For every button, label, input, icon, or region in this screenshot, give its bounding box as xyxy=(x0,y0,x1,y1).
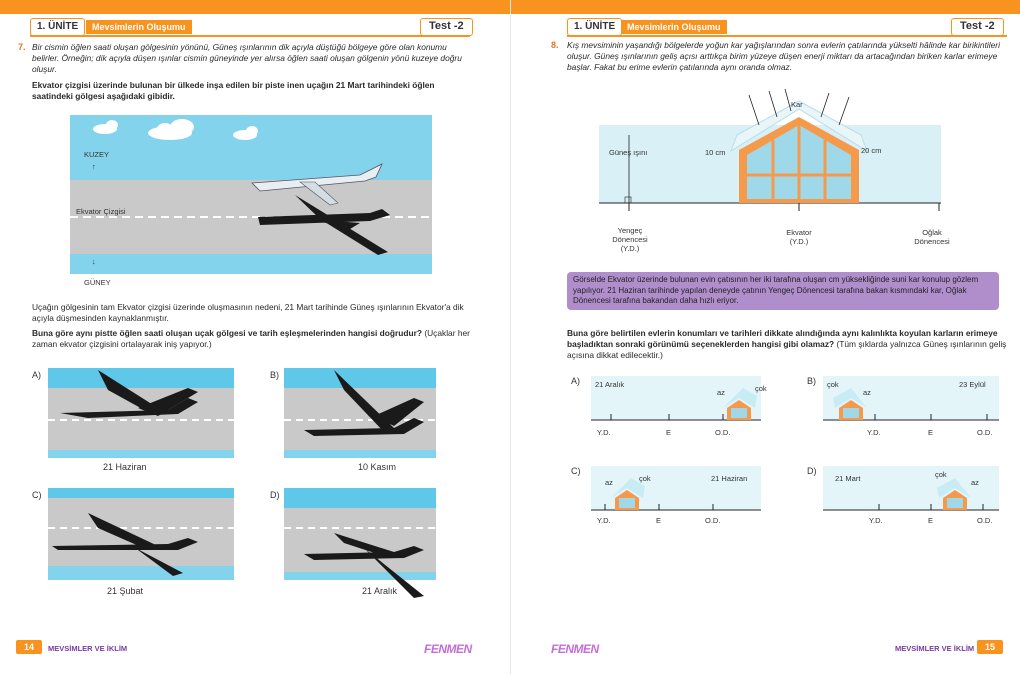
option-a-date: 21 Haziran xyxy=(103,462,147,472)
top-bar xyxy=(0,0,510,14)
header-divider xyxy=(30,35,470,37)
option-b-axis-e: E xyxy=(928,428,934,437)
test-label: Test -2 xyxy=(951,18,1004,36)
option-d-figure[interactable] xyxy=(823,466,999,512)
test-label: Test -2 xyxy=(420,18,473,36)
header-title: Mevsimlerin Oluşumu xyxy=(86,20,192,34)
equator-label: Ekvator Çizgisi xyxy=(76,207,126,216)
oglak-label: Oğlak Dönencesi xyxy=(914,228,950,246)
header-divider xyxy=(567,35,1007,37)
explanation-text: Uçağın gölgesinin tam Ekvator çizgisi üzerinde oluşmasının nedeni, 21 Mart tarihinde Güneş ışınlarının Ekvator'a dik açıyla düşmesinden kaynaklanmıştır. xyxy=(32,302,464,323)
option-c-axis-od: O.D. xyxy=(705,516,721,525)
right-page xyxy=(510,0,1020,674)
option-d-axis-e: E xyxy=(928,516,934,525)
page-number: 14 xyxy=(16,640,42,654)
option-d-letter[interactable]: D) xyxy=(807,466,817,476)
option-a-left: az xyxy=(717,388,725,397)
option-c-axis-yd: Y.D. xyxy=(597,516,611,525)
option-b-axis-yd: Y.D. xyxy=(867,428,881,437)
context-text: Ekvator çizgisi üzerinde bulunan bir ülkede inşa edilen bir piste inen uçağın 21 Mart tarihindeki öğlen saatindeki gölgesi aşağıdaki gibidir. xyxy=(32,80,435,101)
option-b-right: az xyxy=(863,388,871,397)
option-a-axis-od: O.D. xyxy=(715,428,731,437)
intro-text: Bir cismin öğlen saati oluşan gölgesinin yönünü, Güneş ışınlarının dik açıyla düştüğü bölgeye göre olan konumu belirler. Örneğin; dik açıyla düşen ışınlar cismin güneyinde yer alırsa öğlen saati oluşan gölgenin yönü kuzeye doğru oluşur. xyxy=(32,42,462,74)
snow-label: Kar xyxy=(791,100,803,109)
option-d-axis-yd: Y.D. xyxy=(869,516,883,525)
option-a-date: 21 Aralık xyxy=(595,380,625,389)
option-a-letter[interactable]: A) xyxy=(571,376,580,386)
north-label: KUZEY xyxy=(84,150,110,159)
option-d-letter[interactable]: D) xyxy=(270,490,280,500)
page-number: 15 xyxy=(977,640,1003,654)
option-b-left: çok xyxy=(827,380,839,389)
info-box: Görselde Ekvator üzerinde bulunan evin çatısının her iki tarafına oluşan cm yüksekliğinde suni kar konulup gözlem yapılıyor. 21 Haziran tarihinde yapılan deneyde çatının Yengeç Dönencesi tarafına bakan kısmındaki kar, Oğlak Dönencesi tarafına bakandan daha hızlı eriyor. xyxy=(567,272,999,310)
option-b-axis-od: O.D. xyxy=(977,428,993,437)
north-arrow-icon: ↑ xyxy=(92,162,96,171)
option-c-date: 21 Şubat xyxy=(107,586,144,596)
footer-text: MEVSİMLER VE İKLİM xyxy=(48,644,128,653)
option-a-axis-e: E xyxy=(666,428,672,437)
option-b-date: 23 Eylül xyxy=(959,380,986,389)
right-height-label: 20 cm xyxy=(861,146,882,155)
publisher-logo: FENMEN xyxy=(551,642,599,656)
publisher-logo: FENMEN xyxy=(424,642,472,656)
question-number: 7. xyxy=(18,42,26,52)
option-c-letter[interactable]: C) xyxy=(571,466,581,476)
option-d-right: az xyxy=(971,478,979,487)
option-c-date: 21 Haziran xyxy=(711,474,748,483)
option-c-figure[interactable] xyxy=(48,488,234,580)
intro-text: Kış mevsiminin yaşandığı bölgelerde yoğun kar yağışlarından sonra evlerin çatılarında yükselti hâlinde kar birikintileri oluşur. Güneş ışınlarının geliş açısı arttıkça birim yüzeye düşen enerji miktarı da artacağından biriken karlar erimeye başlar. Fakat bu erime evlerin çatılarında aynı oranda olmaz. xyxy=(567,40,1000,72)
option-d-figure[interactable] xyxy=(284,488,436,580)
option-b-figure[interactable] xyxy=(284,368,436,458)
option-b-letter[interactable]: B) xyxy=(270,370,279,380)
left-height-label: 10 cm xyxy=(705,148,726,157)
page-header xyxy=(0,18,510,36)
yengec-label: Yengeç Dönencesi (Y.D.) xyxy=(612,226,648,253)
option-c-right: çok xyxy=(639,474,651,483)
option-d-date: 21 Aralık xyxy=(362,586,398,596)
option-d-left: çok xyxy=(935,470,947,479)
page-header xyxy=(511,18,1020,36)
option-b-letter[interactable]: B) xyxy=(807,376,816,386)
question-block xyxy=(567,328,1007,361)
option-d-axis-od: O.D. xyxy=(977,516,993,525)
question-text: Buna göre belirtilen evlerin konumları ve tarihleri dikkate alındığında aynı kalınlıkta koyulan karların erimeye başladıktan sonraki görünümü seçeneklerden hangisi gibi olamaz? xyxy=(567,328,998,349)
footer-text: MEVSİMLER VE İKLİM xyxy=(895,644,975,653)
sun-ray-label: Güneş ışını xyxy=(609,148,648,157)
option-c-letter[interactable]: C) xyxy=(32,490,42,500)
option-a-letter[interactable]: A) xyxy=(32,370,41,380)
runway-figure xyxy=(70,115,432,275)
house-figure xyxy=(599,95,941,210)
option-c-axis-e: E xyxy=(656,516,662,525)
south-arrow-icon: ↓ xyxy=(92,257,96,266)
option-a-right: çok xyxy=(755,384,767,393)
south-label: GÜNEY xyxy=(84,278,111,287)
option-c-figure[interactable] xyxy=(591,466,761,512)
option-d-date: 21 Mart xyxy=(835,474,861,483)
unit-label: 1. ÜNİTE xyxy=(567,18,622,36)
header-title: Mevsimlerin Oluşumu xyxy=(621,20,727,34)
top-bar xyxy=(511,0,1020,14)
question-note: (Uçaklar her zaman ekvator çizgisini ortalayarak iniş yapıyor.) xyxy=(32,328,470,349)
option-b-date: 10 Kasım xyxy=(358,462,397,472)
question-text: Buna göre aynı pistte öğlen saati oluşan uçak gölgesi ve tarih eşleşmelerinden hangisi doğrudur? xyxy=(32,328,422,338)
option-a-figure[interactable] xyxy=(48,368,234,458)
question-block xyxy=(32,328,472,350)
option-a-axis-yd: Y.D. xyxy=(597,428,611,437)
question-number: 8. xyxy=(551,40,559,50)
option-c-left: az xyxy=(605,478,613,487)
ekvator-label: Ekvator (Y.D.) xyxy=(786,228,812,246)
unit-label: 1. ÜNİTE xyxy=(30,18,85,36)
question-note: (Tüm şıklarda yalnızca Güneş ışınlarının geliş açısına dikkat edilecektir.) xyxy=(567,339,1007,360)
